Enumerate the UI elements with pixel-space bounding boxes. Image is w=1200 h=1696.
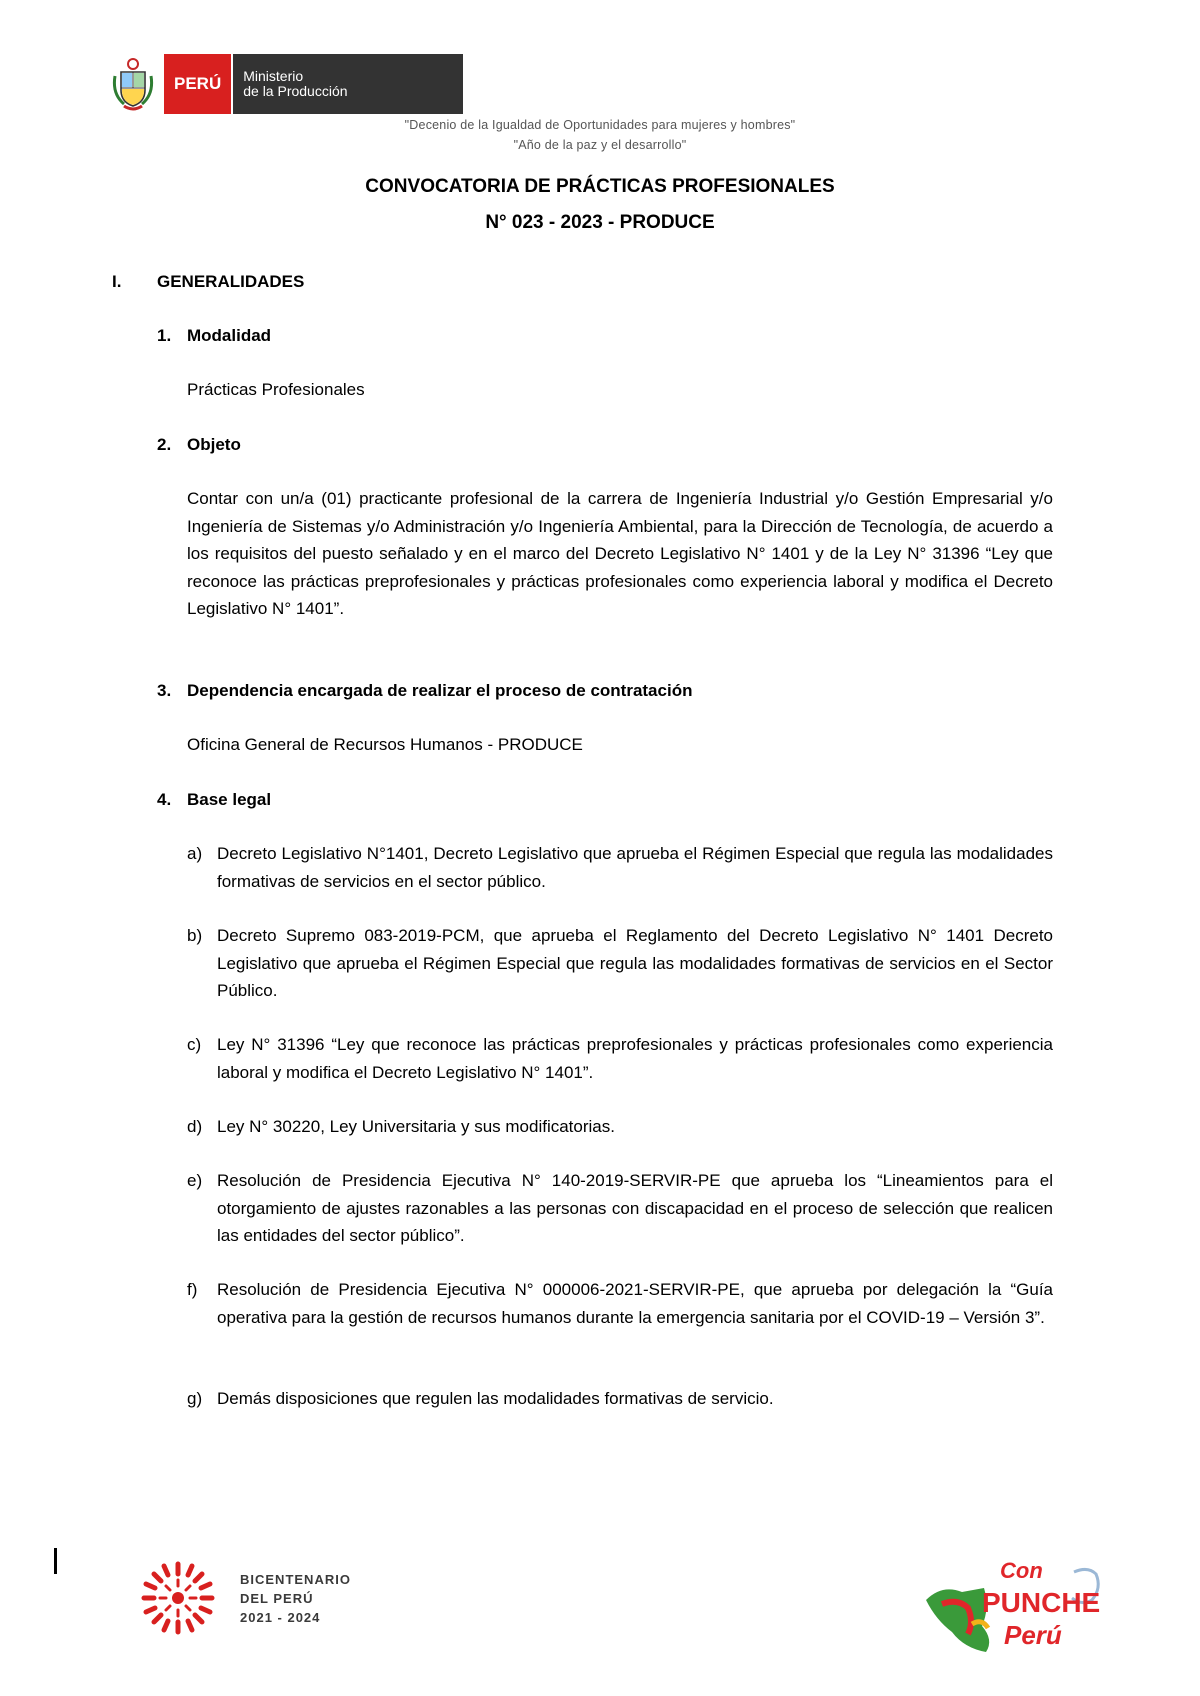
item-number: 1. [157,326,172,345]
legal-list-item [187,922,1053,1005]
bicentenario-emblem-icon [130,1550,226,1646]
item-title: Dependencia encargada de realizar el proceso de contratación [187,681,693,700]
legal-item-text: Decreto Supremo 083-2019-PCM, que aprueba el Reglamento del Decreto Legislativo N° 1401 Decreto Legislativo que aprueba el Régimen Especial que regula las modalidades formativas de servicios en el Sector Público. [217,926,1053,1000]
legal-item-label: e) [187,1171,203,1190]
punche-con-text: Con [1000,1558,1043,1583]
punche-word-text: PUNCHE [982,1587,1101,1618]
section-title: GENERALIDADES [157,272,305,291]
item-number: 3. [157,681,172,700]
ministry-line-2: de la Producción [243,83,348,99]
legal-item-label: d) [187,1117,203,1136]
ministry-line-1: Ministerio [243,68,304,84]
legal-item-label: a) [187,844,203,863]
legal-item-label: f) [187,1280,198,1299]
legal-item-label: c) [187,1035,202,1054]
bicentenario-line-1: BICENTENARIO [240,1571,351,1587]
legal-item-text: Resolución de Presidencia Ejecutiva N° 000006-2021-SERVIR-PE, que aprueba por delegación la “Guía operativa para la gestión de recursos humanos durante la emergencia sanitaria por el COVID-19 – Versión 3”. [217,1280,1053,1327]
legal-list-item [187,1167,1053,1250]
legal-list-item [187,1385,1053,1413]
item-title: Modalidad [187,326,272,345]
item-content: Oficina General de Recursos Humanos - PRODUCE [187,735,583,754]
bicentenario-line-2: DEL PERÚ [240,1590,314,1606]
ministry-name [231,54,463,114]
punche-peru-text: Perú [1004,1620,1062,1650]
legal-list-item [187,1113,1053,1141]
legal-item-text: Decreto Legislativo N°1401, Decreto Legislativo que aprueba el Régimen Especial que regula las modalidades formativas de servicios en el sector público. [217,844,1053,891]
country-label: PERÚ [164,54,231,114]
item-title: Objeto [187,435,241,454]
item-title: Base legal [187,790,272,809]
document-number: N° 023 - 2023 - PRODUCE [485,212,715,233]
item-number: 4. [157,790,172,809]
legal-item-label: b) [187,926,203,945]
legal-item-text: Demás disposiciones que regulen las modalidades formativas de servicio. [217,1389,774,1408]
item-content: Prácticas Profesionales [187,380,365,399]
con-punche-peru-logo [912,1548,1112,1658]
item-number: 2. [157,435,172,454]
decade-motto: "Decenio de la Igualdad de Oportunidades para mujeres y hombres" [404,118,796,132]
legal-list-item [187,1276,1053,1331]
bicentenario-line-3: 2021 - 2024 [240,1609,321,1625]
section-number: I. [112,272,122,291]
legal-item-text: Ley N° 30220, Ley Universitaria y sus modificatorias. [217,1117,615,1136]
bicentenario-text [240,1570,351,1627]
legal-list-item [187,1031,1053,1086]
document-title: CONVOCATORIA DE PRÁCTICAS PROFESIONALES [365,176,835,197]
bicentenario-logo [130,1550,351,1646]
ministry-logo [108,54,463,114]
coat-of-arms-icon [108,54,158,114]
legal-list-item [187,840,1053,895]
year-motto: "Año de la paz y el desarrollo" [513,138,687,152]
item-content: Contar con un/a (01) practicante profesional de la carrera de Ingeniería Industrial y/o Gestión Empresarial y/o Ingeniería de Sistemas y/o Administración y/o Ingeniería Ambiental, para la Dirección de Tecnología, de acuerdo a los requisitos del puesto señalado y en el marco del Decreto Legislativo N° 1401 y de la Ley N° 31396 “Ley que reconoce las prácticas preprofesionales y prácticas profesionales como experiencia laboral y modifica el Decreto Legislativo N° 1401”. [187,489,1053,618]
legal-item-label: g) [187,1389,203,1408]
text-cursor [54,1548,57,1574]
legal-item-text: Ley N° 31396 “Ley que reconoce las prácticas preprofesionales y prácticas profesionales como experiencia laboral y modifica el Decreto Legislativo N° 1401”. [217,1035,1053,1082]
legal-item-text: Resolución de Presidencia Ejecutiva N° 140-2019-SERVIR-PE que aprueba los “Lineamientos para el otorgamiento de ajustes razonables a las personas con discapacidad en el proceso de selección que realicen las entidades del sector público”. [217,1171,1053,1245]
